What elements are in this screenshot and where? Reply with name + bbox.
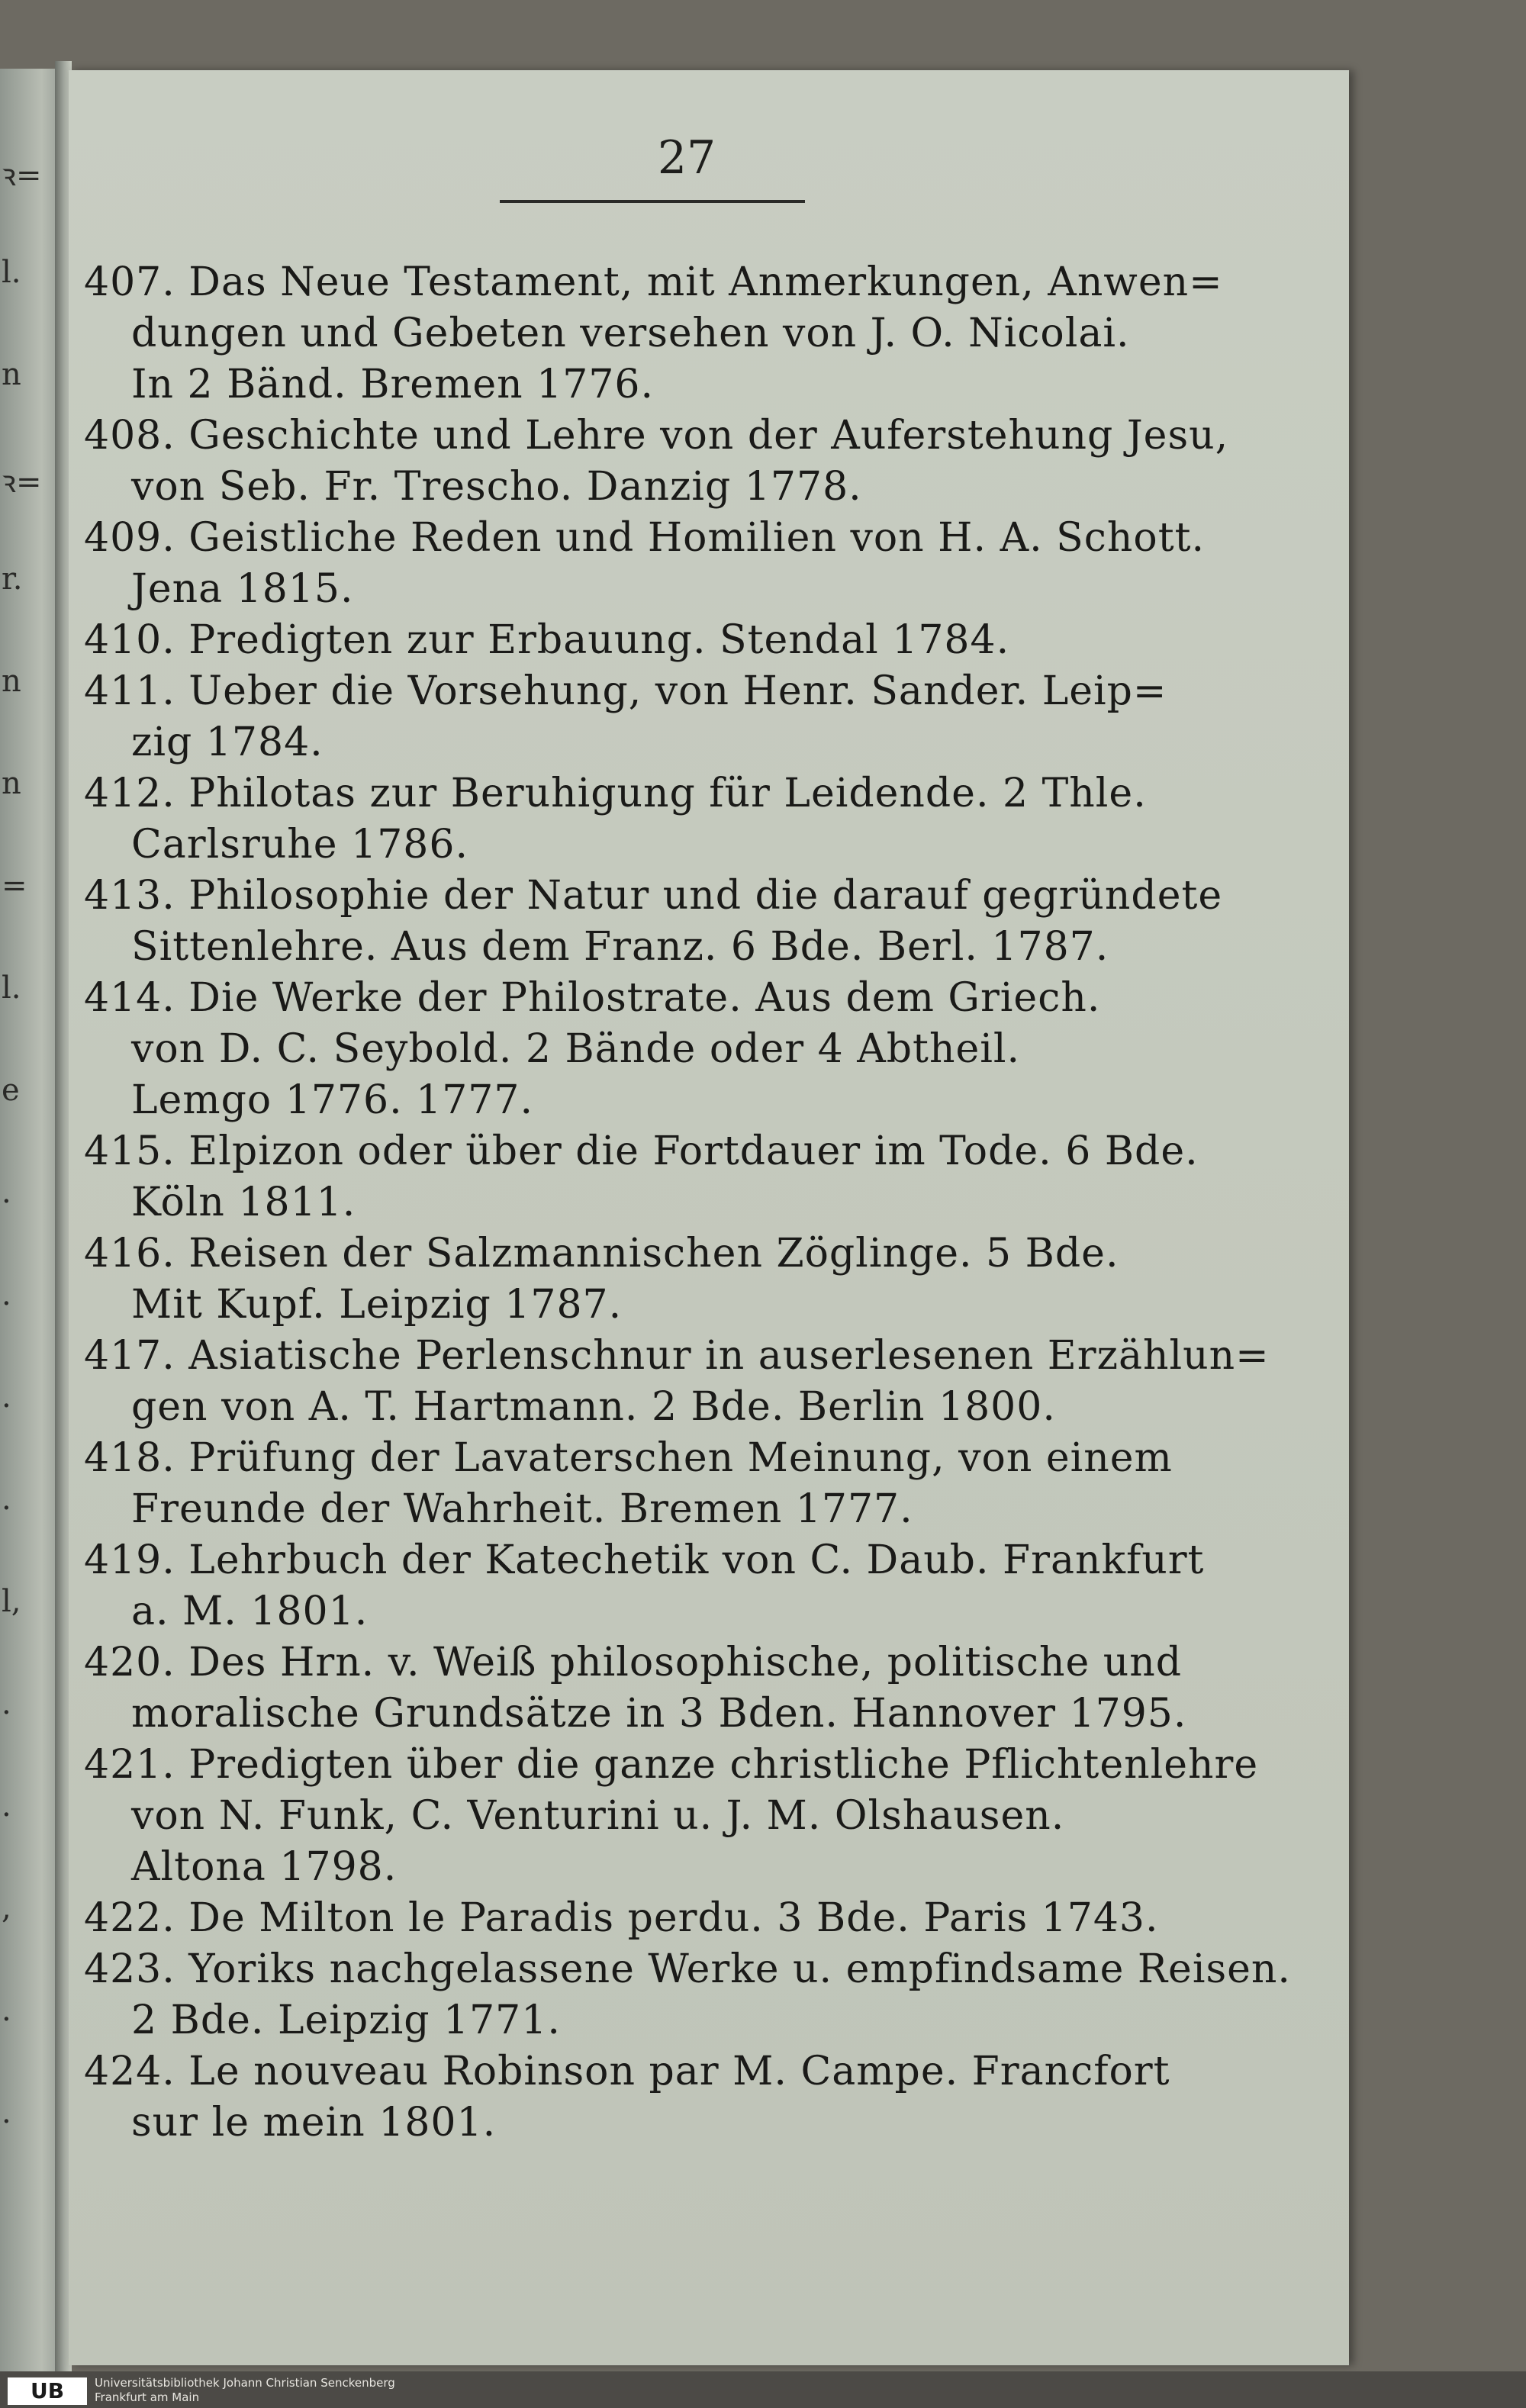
entry-first-line: 410. Predigten zur Erbauung. Stendal 1784. <box>84 617 1010 663</box>
entry-first-line: 413. Philosophie der Natur und die darauf gegründete <box>84 873 1223 919</box>
entry-first-line: 423. Yoriks nachgelassene Werke u. empfindsame Reisen. <box>84 1946 1291 1992</box>
catalog-entry <box>84 1944 1291 2046</box>
left-page-fragment: . <box>2 1277 11 1312</box>
entry-first-line: 409. Geistliche Reden und Homilien von H. A. Schott. <box>84 515 1206 561</box>
entry-continuation-line: sur le mein 1801. <box>131 2100 497 2146</box>
left-page-fragment: . <box>2 2095 11 2130</box>
entry-continuation-line: gen von A. T. Hartmann. 2 Bde. Berlin 1800. <box>131 1384 1056 1430</box>
left-page-fragment: n <box>2 664 21 699</box>
entry-first-line: 415. Elpizon oder über die Fortdauer im Tode. 6 Bde. <box>84 1128 1199 1174</box>
catalog-entry <box>84 1126 1274 1228</box>
entry-first-line: 407. Das Neue Testament, mit Anmerkungen, Anwen= <box>84 259 1223 305</box>
left-page-fragment: . <box>2 1175 11 1210</box>
entry-continuation-line: Jena 1815. <box>131 566 354 612</box>
catalog-entry <box>84 1893 1274 1944</box>
entry-continuation-line: von D. C. Seybold. 2 Bände oder 4 Abtheil. <box>131 1026 1021 1072</box>
entry-first-line: 408. Geschichte und Lehre von der Auferstehung Jesu, <box>84 413 1229 459</box>
left-page-fragment: l, <box>2 1584 21 1619</box>
left-page-fragment: . <box>2 1686 11 1721</box>
entry-continuation-line: Altona 1798. <box>131 1844 398 1890</box>
catalog-entry <box>84 666 1274 768</box>
entry-continuation-line: zig 1784. <box>131 720 324 765</box>
catalog-entry <box>84 513 1274 615</box>
entry-continuation-line: In 2 Bänd. Bremen 1776. <box>131 362 655 407</box>
page-number: 27 <box>657 131 716 185</box>
catalog-entry <box>84 1433 1274 1535</box>
entry-first-line: 418. Prüfung der Lavaterschen Meinung, von einem <box>84 1435 1173 1481</box>
entry-first-line: 421. Predigten über die ganze christliche Pflichtenlehre <box>84 1742 1259 1788</box>
entry-first-line: 417. Asiatische Perlenschnur in auserlesenen Erzählun= <box>84 1333 1270 1379</box>
left-page-fragment: . <box>2 1482 11 1517</box>
left-page-edge <box>0 69 60 2373</box>
left-page-fragment: r. <box>2 562 23 597</box>
book-page <box>69 70 1349 2365</box>
catalog-entry <box>84 1740 1274 1893</box>
entry-continuation-line: moralische Grundsätze in 3 Bden. Hannover 1795. <box>131 1691 1187 1737</box>
header-rule <box>500 200 805 203</box>
library-logo: UB <box>8 2377 87 2405</box>
left-page-fragment: ꝛ= <box>2 158 42 193</box>
entry-continuation-line: Mit Kupf. Leipzig 1787. <box>131 1282 623 1328</box>
catalog-entry <box>84 768 1274 871</box>
left-page-fragment: . <box>2 1993 11 2028</box>
left-page-fragment: , <box>2 1891 11 1926</box>
catalog-entry <box>84 1535 1274 1637</box>
left-page-fragment: ꝛ= <box>2 465 42 500</box>
left-page-fragment: . <box>2 1788 11 1824</box>
catalog-entry <box>84 1637 1274 1740</box>
entry-continuation-line: dungen und Gebeten versehen von J. O. Nicolai. <box>131 311 1130 356</box>
catalog-entry <box>84 871 1274 973</box>
entry-continuation-line: 2 Bde. Leipzig 1771. <box>131 1998 561 2043</box>
catalog-entry <box>84 257 1274 410</box>
entry-first-line: 424. Le nouveau Robinson par M. Campe. Francfort <box>84 2049 1170 2094</box>
entry-continuation-line: Lemgo 1776. 1777. <box>131 1077 533 1123</box>
entry-continuation-line: a. M. 1801. <box>131 1589 369 1634</box>
entry-first-line: 412. Philotas zur Beruhigung für Leidende. 2 Thle. <box>84 771 1147 816</box>
entry-continuation-line: Sittenlehre. Aus dem Franz. 6 Bde. Berl. 1787. <box>131 924 1109 970</box>
catalog-entry <box>84 973 1274 1126</box>
entry-first-line: 422. De Milton le Paradis perdu. 3 Bde. Paris 1743. <box>84 1895 1159 1941</box>
entry-continuation-line: von N. Funk, C. Venturini u. J. M. Olshausen. <box>131 1793 1065 1839</box>
catalog-entry <box>84 410 1274 513</box>
left-page-fragment: n <box>2 766 21 801</box>
library-name: Universitätsbibliothek Johann Christian Senckenberg <box>95 2376 395 2390</box>
left-page-fragment: e <box>2 1073 20 1108</box>
library-footer <box>0 2371 1526 2408</box>
entry-continuation-line: Carlsruhe 1786. <box>131 822 468 868</box>
catalog-entries <box>84 257 1291 2149</box>
left-page-fragment: n <box>2 357 21 392</box>
catalog-entry <box>84 2046 1274 2149</box>
left-page-fragment: l. <box>2 255 21 290</box>
catalog-entry <box>84 1331 1274 1433</box>
catalog-entry <box>84 615 1274 666</box>
left-page-fragment: l. <box>2 971 21 1006</box>
entry-continuation-line: Köln 1811. <box>131 1180 356 1225</box>
left-page-text-fragments <box>0 69 42 2373</box>
catalog-entry <box>84 1228 1274 1331</box>
left-page-fragment: = <box>2 868 27 903</box>
entry-continuation-line: Freunde der Wahrheit. Bremen 1777. <box>131 1486 913 1532</box>
entry-first-line: 416. Reisen der Salzmannischen Zöglinge. 5 Bde. <box>84 1231 1119 1276</box>
entry-continuation-line: von Seb. Fr. Trescho. Danzig 1778. <box>131 464 862 510</box>
entry-first-line: 420. Des Hrn. v. Weiß philosophische, politische und <box>84 1640 1183 1685</box>
left-page-fragment: . <box>2 1379 11 1415</box>
library-city: Frankfurt am Main <box>95 2390 200 2404</box>
entry-first-line: 414. Die Werke der Philostrate. Aus dem Griech. <box>84 975 1101 1021</box>
entry-first-line: 419. Lehrbuch der Katechetik von C. Daub. Frankfurt <box>84 1537 1205 1583</box>
entry-first-line: 411. Ueber die Vorsehung, von Henr. Sander. Leip= <box>84 668 1167 714</box>
